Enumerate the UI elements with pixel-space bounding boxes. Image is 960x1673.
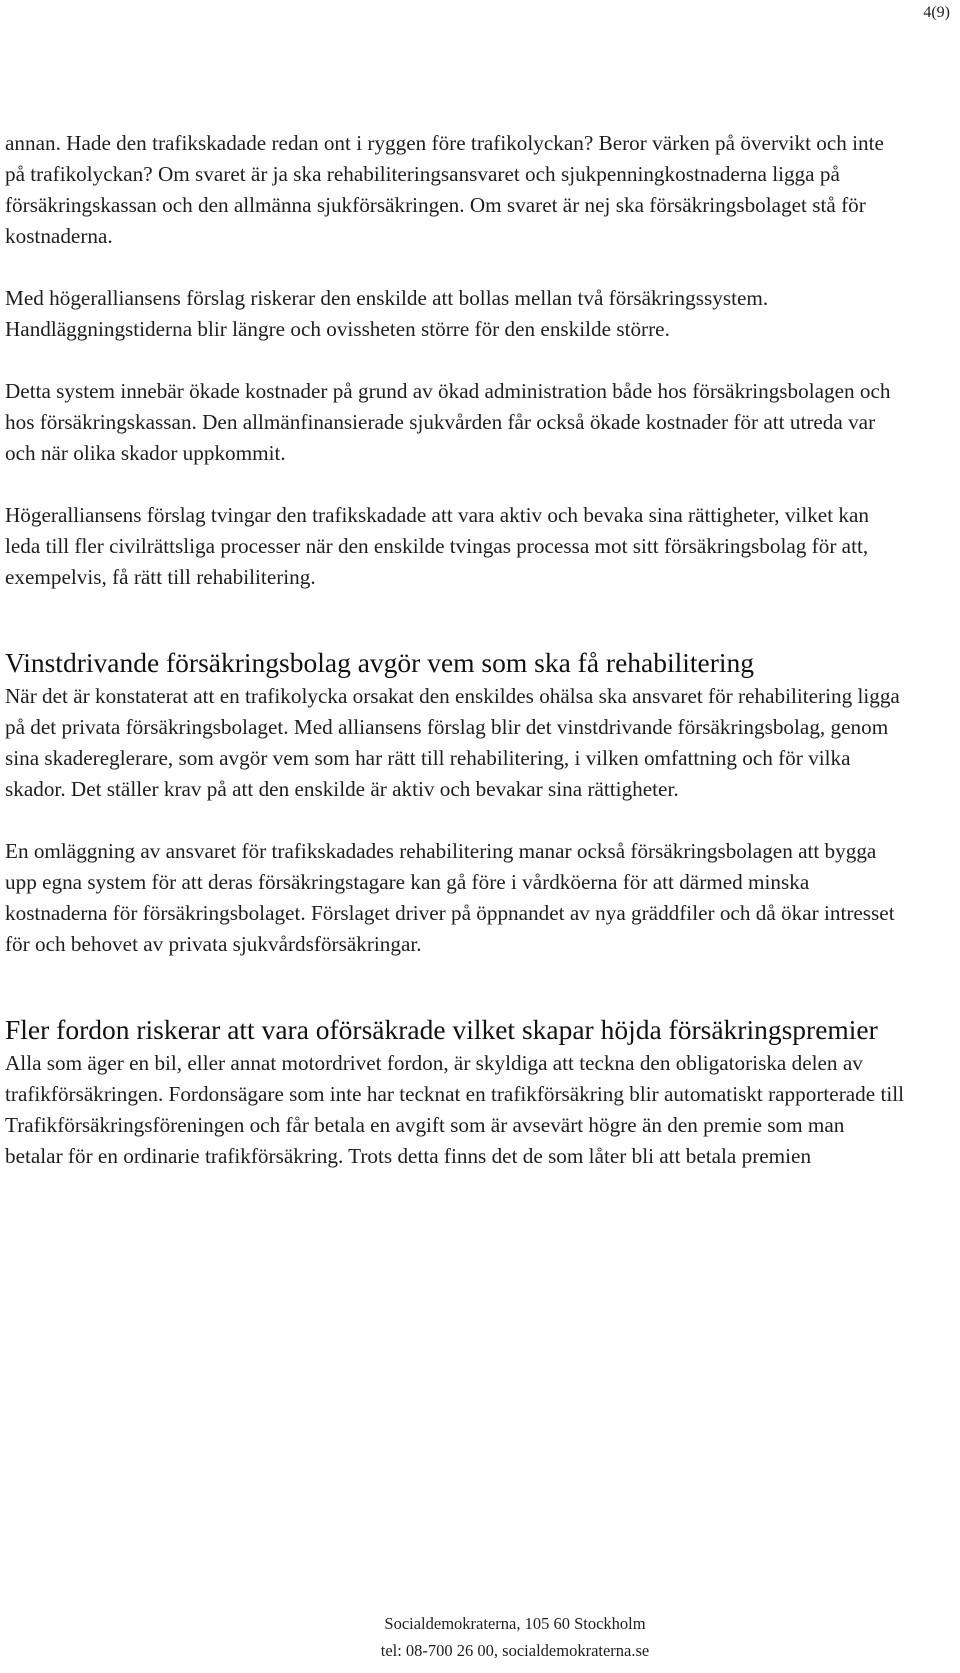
section1-paragraph-2: En omläggning av ansvaret för trafikskadades rehabilitering manar också försäkringsbolagen att bygga upp egna system för att deras försäkringstagare kan gå före i vårdköerna för att därmed minska kostnaderna för försäkringsbolaget. Förslaget driver på öppnandet av nya gräddfiler och då ökar intresset för och behovet av privata sjukvårdsförsäkringar. [5, 839, 895, 956]
document-body [5, 128, 905, 1172]
page-number: 4(9) [923, 4, 950, 21]
body-paragraph-1: annan. Hade den trafikskadade redan ont i ryggen före trafikolyckan? Beror värken på övervikt och inte på trafikolyckan? Om svaret är ja ska rehabiliteringsansvaret och sjukpenningkostnaderna ligga på försäkringskassan och den allmänna sjukförsäkringen. Om svaret är nej ska försäkringsbolaget stå för kostnaderna. [5, 131, 884, 248]
body-paragraph-4: Högeralliansens förslag tvingar den trafikskadade att vara aktiv och bevaka sina rättigheter, vilket kan leda till fler civilrättsliga processer när den enskilde tvingas processa mot sitt försäkringsbolag för att, exempelvis, få rätt till rehabilitering. [5, 503, 869, 589]
section-heading-rehabilitering: Vinstdrivande försäkringsbolag avgör vem som ska få rehabilitering [5, 647, 755, 678]
body-paragraph-3: Detta system innebär ökade kostnader på grund av ökad administration både hos försäkringsbolagen och hos försäkringskassan. Den allmänfinansierade sjukvården får också ökade kostnader för att utreda var och när olika skador uppkommit. [5, 379, 891, 465]
footer-address: Socialdemokraterna, 105 60 Stockholm [384, 1614, 646, 1633]
footer-contact: tel: 08-700 26 00, socialdemokraterna.se [380, 1641, 650, 1660]
section2-paragraph-1: Alla som äger en bil, eller annat motordrivet fordon, är skyldiga att teckna den obligatoriska delen av trafikförsäkringen. Fordonsägare som inte har tecknat en trafikförsäkring blir automatiskt rapporterade till Trafikförsäkringsföreningen och får betala en avgift som är avsevärt högre än den premie som man betalar för en ordinarie trafikförsäkring. Trots detta finns det de som låter bli att betala premien [5, 1051, 904, 1168]
section1-paragraph-1: När det är konstaterat att en trafikolycka orsakat den enskildes ohälsa ska ansvaret för rehabilitering ligga på det privata försäkringsbolaget. Med alliansens förslag blir det vinstdrivande försäkringsbolag, genom sina skadereglerare, som avgör vem som har rätt till rehabilitering, i vilken omfattning och för vilka skador. Det ställer krav på att den enskilde är aktiv och bevakar sina rättigheter. [5, 684, 900, 801]
body-paragraph-2: Med högeralliansens förslag riskerar den enskilde att bollas mellan två försäkringssystem. Handläggningstiderna blir längre och ovissheten större för den enskilde större. [5, 286, 769, 341]
section-heading-fordon: Fler fordon riskerar att vara oförsäkrade vilket skapar höjda försäkringspremier [5, 1014, 878, 1045]
page-footer [0, 1610, 960, 1664]
